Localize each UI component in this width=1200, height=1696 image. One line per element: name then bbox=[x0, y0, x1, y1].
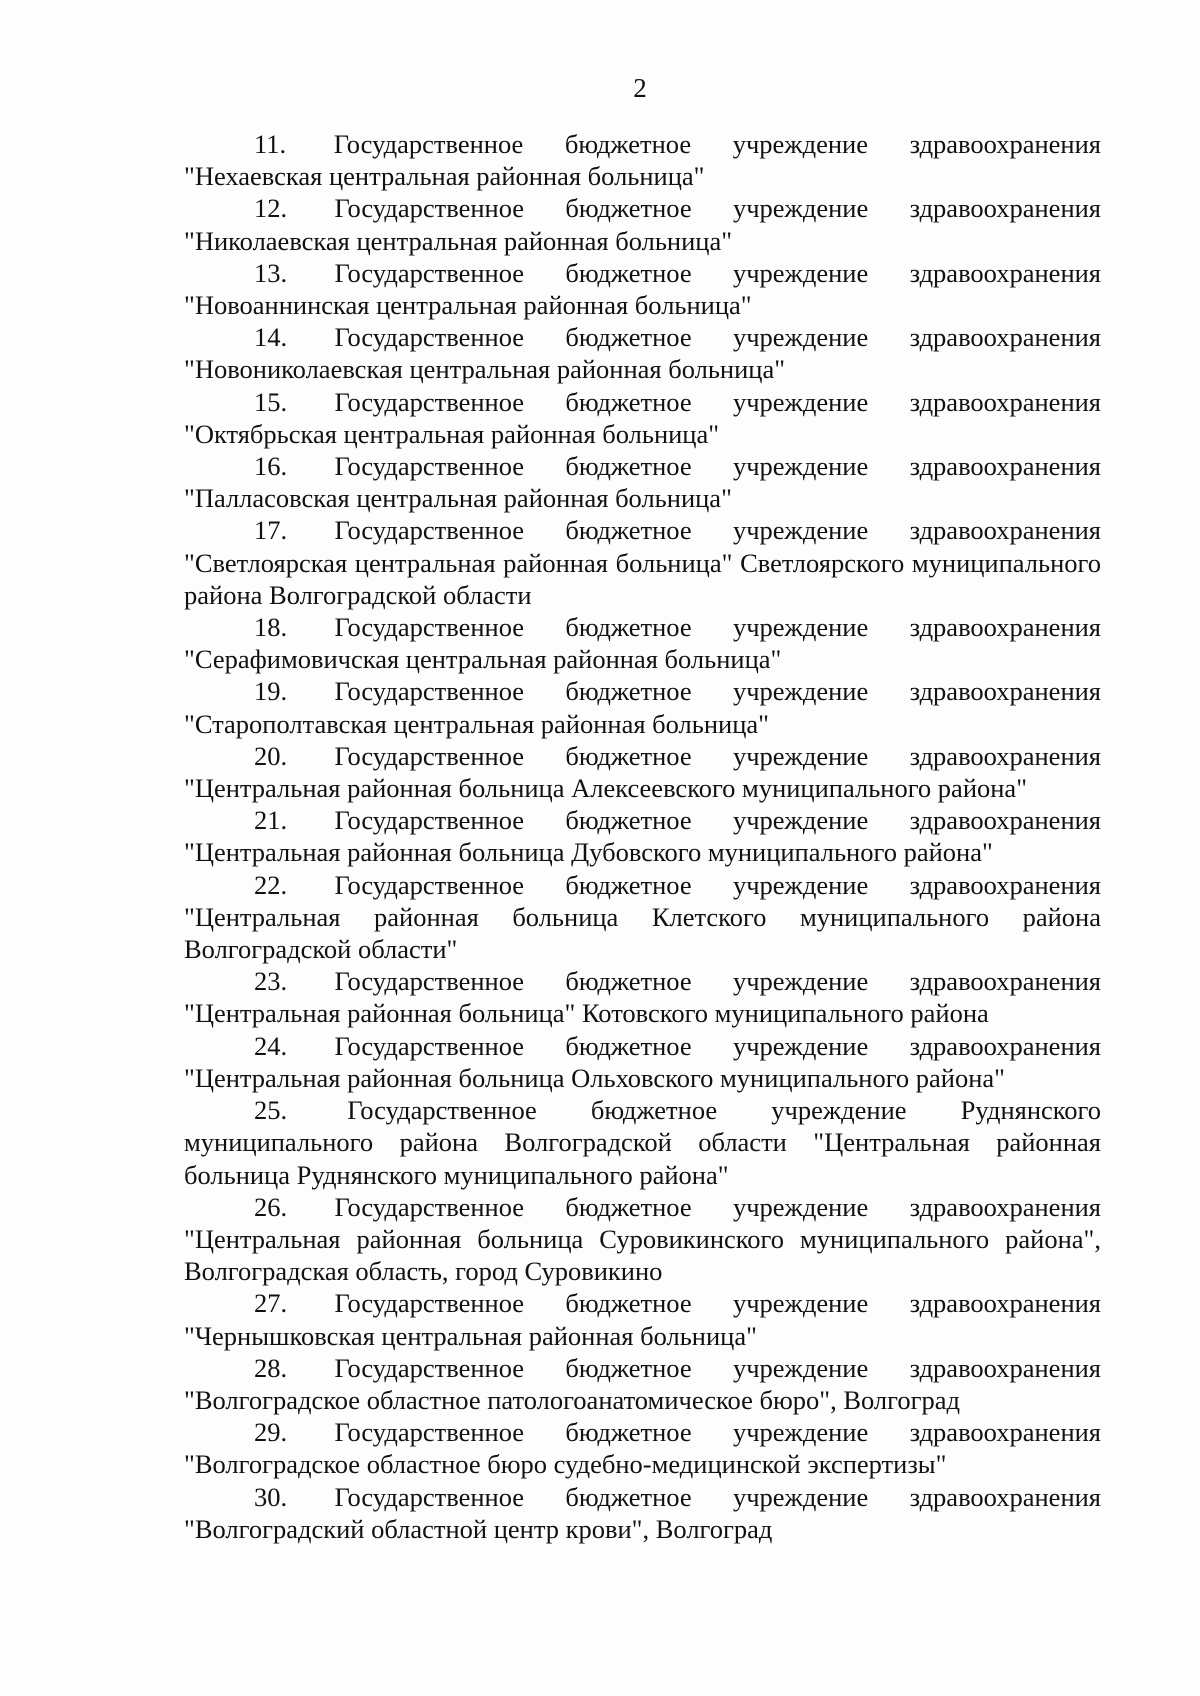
item-number: 26. bbox=[254, 1191, 288, 1222]
item-number: 23. bbox=[254, 966, 288, 997]
list-item bbox=[184, 1191, 1101, 1288]
list-item bbox=[184, 611, 1101, 675]
page-number: 2 bbox=[633, 73, 647, 103]
item-text: Государственное бюджетное учреждение здравоохранения "Нехаевская центральная районная больница" bbox=[184, 129, 1101, 192]
item-text: Государственное бюджетное учреждение здравоохранения "Светлоярская центральная районная больница" Светлоярского муниципального района Волгоградской области bbox=[184, 515, 1101, 610]
item-text: Государственное бюджетное учреждение здравоохранения "Центральная районная больница Дубовского муниципального района" bbox=[184, 805, 1101, 868]
item-number: 11. bbox=[254, 129, 287, 159]
list-item bbox=[184, 1030, 1101, 1094]
item-number: 12. bbox=[254, 193, 288, 224]
item-text: Государственное бюджетное учреждение здравоохранения "Центральная районная больница" Котовского муниципального района bbox=[184, 966, 1101, 1029]
item-text: Государственное бюджетное учреждение здравоохранения "Волгоградское областное бюро судебно-медицинской экспертизы" bbox=[184, 1417, 1101, 1480]
item-text: Государственное бюджетное учреждение здравоохранения "Октябрьская центральная районная больница" bbox=[184, 386, 1101, 449]
item-number: 20. bbox=[254, 740, 288, 771]
item-number: 16. bbox=[254, 451, 288, 482]
list-item bbox=[184, 675, 1101, 739]
item-text: Государственное бюджетное учреждение здравоохранения "Центральная районная больница Клетского муниципального района Волгоградской области" bbox=[184, 869, 1101, 965]
item-number: 27. bbox=[254, 1288, 288, 1319]
list-item bbox=[184, 1416, 1101, 1480]
item-number: 29. bbox=[254, 1417, 288, 1448]
list-item bbox=[184, 321, 1101, 385]
item-number: 17. bbox=[254, 515, 288, 546]
item-text: Государственное бюджетное учреждение здравоохранения "Чернышковская центральная районная больница" bbox=[184, 1288, 1101, 1351]
list-item bbox=[184, 965, 1101, 1029]
item-text: Государственное бюджетное учреждение здравоохранения "Новоаннинская центральная районная больница" bbox=[184, 257, 1101, 321]
item-text: Государственное бюджетное учреждение здравоохранения "Серафимовичская центральная районная больница" bbox=[184, 612, 1101, 675]
item-text: Государственное бюджетное учреждение здравоохранения "Старополтавская центральная районная больница" bbox=[184, 676, 1101, 739]
item-text: Государственное бюджетное учреждение здравоохранения "Центральная районная больница Алексеевского муниципального района" bbox=[184, 740, 1101, 804]
list-item bbox=[184, 804, 1101, 868]
item-number: 30. bbox=[254, 1481, 288, 1512]
institution-list bbox=[184, 128, 1101, 1545]
item-number: 22. bbox=[254, 869, 288, 900]
item-text: Государственное бюджетное учреждение здравоохранения "Центральная районная больница Ольховского муниципального района" bbox=[184, 1030, 1101, 1093]
list-item bbox=[184, 128, 1101, 192]
list-item bbox=[184, 450, 1101, 514]
item-text: Государственное бюджетное учреждение здравоохранения "Центральная районная больница Суровикинского муниципального района", Волгоградская область, город Суровикино bbox=[184, 1191, 1101, 1287]
item-text: Государственное бюджетное учреждение здравоохранения "Палласовская центральная районная больница" bbox=[184, 451, 1101, 514]
list-item bbox=[184, 869, 1101, 966]
item-text: Государственное бюджетное учреждение Руднянского муниципального района Волгоградской области "Центральная районная больница Руднянского муниципального района" bbox=[184, 1095, 1102, 1190]
item-number: 21. bbox=[254, 805, 288, 836]
list-item bbox=[184, 1481, 1101, 1545]
list-item bbox=[184, 1287, 1101, 1351]
list-item bbox=[184, 740, 1101, 804]
list-item bbox=[184, 386, 1101, 450]
item-number: 25. bbox=[254, 1095, 288, 1126]
list-item bbox=[184, 1352, 1101, 1416]
item-number: 18. bbox=[254, 612, 288, 643]
item-number: 24. bbox=[254, 1030, 288, 1061]
list-item bbox=[184, 514, 1101, 611]
list-item bbox=[184, 1094, 1101, 1191]
item-number: 28. bbox=[254, 1352, 288, 1383]
item-number: 13. bbox=[254, 257, 288, 288]
item-text: Государственное бюджетное учреждение здравоохранения "Николаевская центральная районная больница" bbox=[184, 193, 1101, 256]
item-number: 14. bbox=[254, 322, 288, 353]
item-text: Государственное бюджетное учреждение здравоохранения "Волгоградский областной центр крови", Волгоград bbox=[184, 1481, 1101, 1544]
item-text: Государственное бюджетное учреждение здравоохранения "Волгоградское областное патологоанатомическое бюро", Волгоград bbox=[184, 1352, 1101, 1415]
item-text: Государственное бюджетное учреждение здравоохранения "Новониколаевская центральная районная больница" bbox=[184, 322, 1101, 385]
list-item bbox=[184, 192, 1101, 256]
list-item bbox=[184, 257, 1101, 321]
item-number: 19. bbox=[254, 676, 288, 707]
item-number: 15. bbox=[254, 386, 288, 417]
